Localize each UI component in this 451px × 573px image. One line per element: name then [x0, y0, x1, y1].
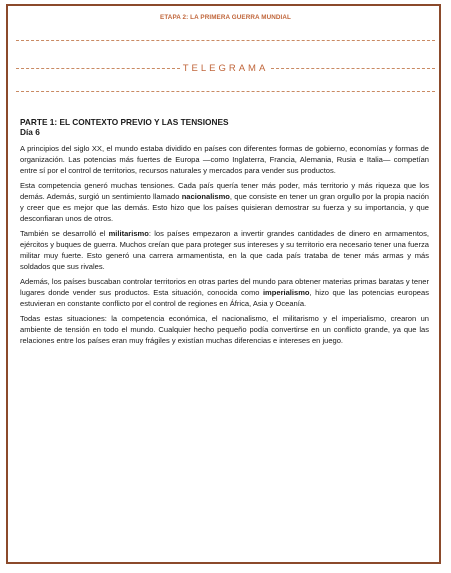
paragraph-3 — [20, 228, 429, 272]
paragraph-3-text-cont: : los países empezaron a invertir grandes cantidades de dinero en armamentos, ejércitos y buques de guerra. Muchos creían que para proteger sus intereses y su territorio era necesario tener una fuerza militar muy fuerte. Esto generó una carrera armamentista, en la que cada país trataba de tener más armas y más soldados que sus rivales. — [20, 229, 429, 271]
stage-title: ETAPA 2: LA PRIMERA GUERRA MUNDIAL — [160, 14, 291, 21]
paragraph-2-text: Esta competencia generó muchas tensiones. Cada país quería tener más poder, más territorio y más riqueza que los demás. Además, surgió un sentimiento llamado — [20, 181, 429, 201]
term-militarismo: militarismo — [108, 229, 149, 238]
paragraph-2 — [20, 180, 429, 224]
paragraph-1: A principios del siglo XX, el mundo estaba dividido en países con diferentes formas de gobierno, economías y formas de organización. Las potencias más fuertes de Europa —como Inglaterra, Francia, Alemania, Rusia e Italia— competían entre sí por el control de territorios, recursos naturales y mercados para vender sus productos. — [20, 144, 429, 175]
paragraph-4-text: Además, los países buscaban controlar territorios en otras partes del mundo para obtener materias primas baratas y tener lugares donde vender sus productos. Esta situación, conocida como — [20, 277, 429, 297]
paragraph-3-text: También se desarrolló el — [20, 229, 109, 238]
telegram-banner — [16, 62, 435, 74]
paragraph-4-text-cont: , hizo que las potencias europeas estuvieran en constante conflicto por el control de regiones en África, Asia y Oceanía. — [20, 288, 429, 308]
term-imperialismo: imperialismo — [262, 288, 310, 297]
document-body — [20, 117, 429, 350]
paragraph-5: Todas estas situaciones: la competencia económica, el nacionalismo, el militarismo y el imperialismo, crearon un ambiente de tensión en todo el mundo. Cualquier hecho pequeño podía convertirse en un conflicto grande, ya que las relaciones entre los países eran muy frágiles y existían muchas diferencias e intereses en juego. — [20, 314, 429, 345]
dashed-line-left — [16, 68, 180, 69]
dashed-divider-bottom — [16, 91, 435, 92]
paragraph-2-text-cont: , que consiste en tener un gran orgullo por la propia nación y creer que es mejor que las demás. Esto hizo que los países quisieran demostrar su fuerza y su importancia, y que desconfiaran unos de otros. — [20, 192, 429, 223]
paragraph-4 — [20, 276, 429, 309]
day-label: Día 6 — [20, 127, 40, 137]
telegram-heading: TELEGRAMA — [182, 62, 269, 74]
term-nacionalismo: nacionalismo — [181, 192, 230, 201]
dashed-divider-top — [16, 40, 435, 41]
section-title: PARTE 1: EL CONTEXTO PREVIO Y LAS TENSIONES — [20, 117, 229, 127]
dashed-line-right — [271, 68, 435, 69]
